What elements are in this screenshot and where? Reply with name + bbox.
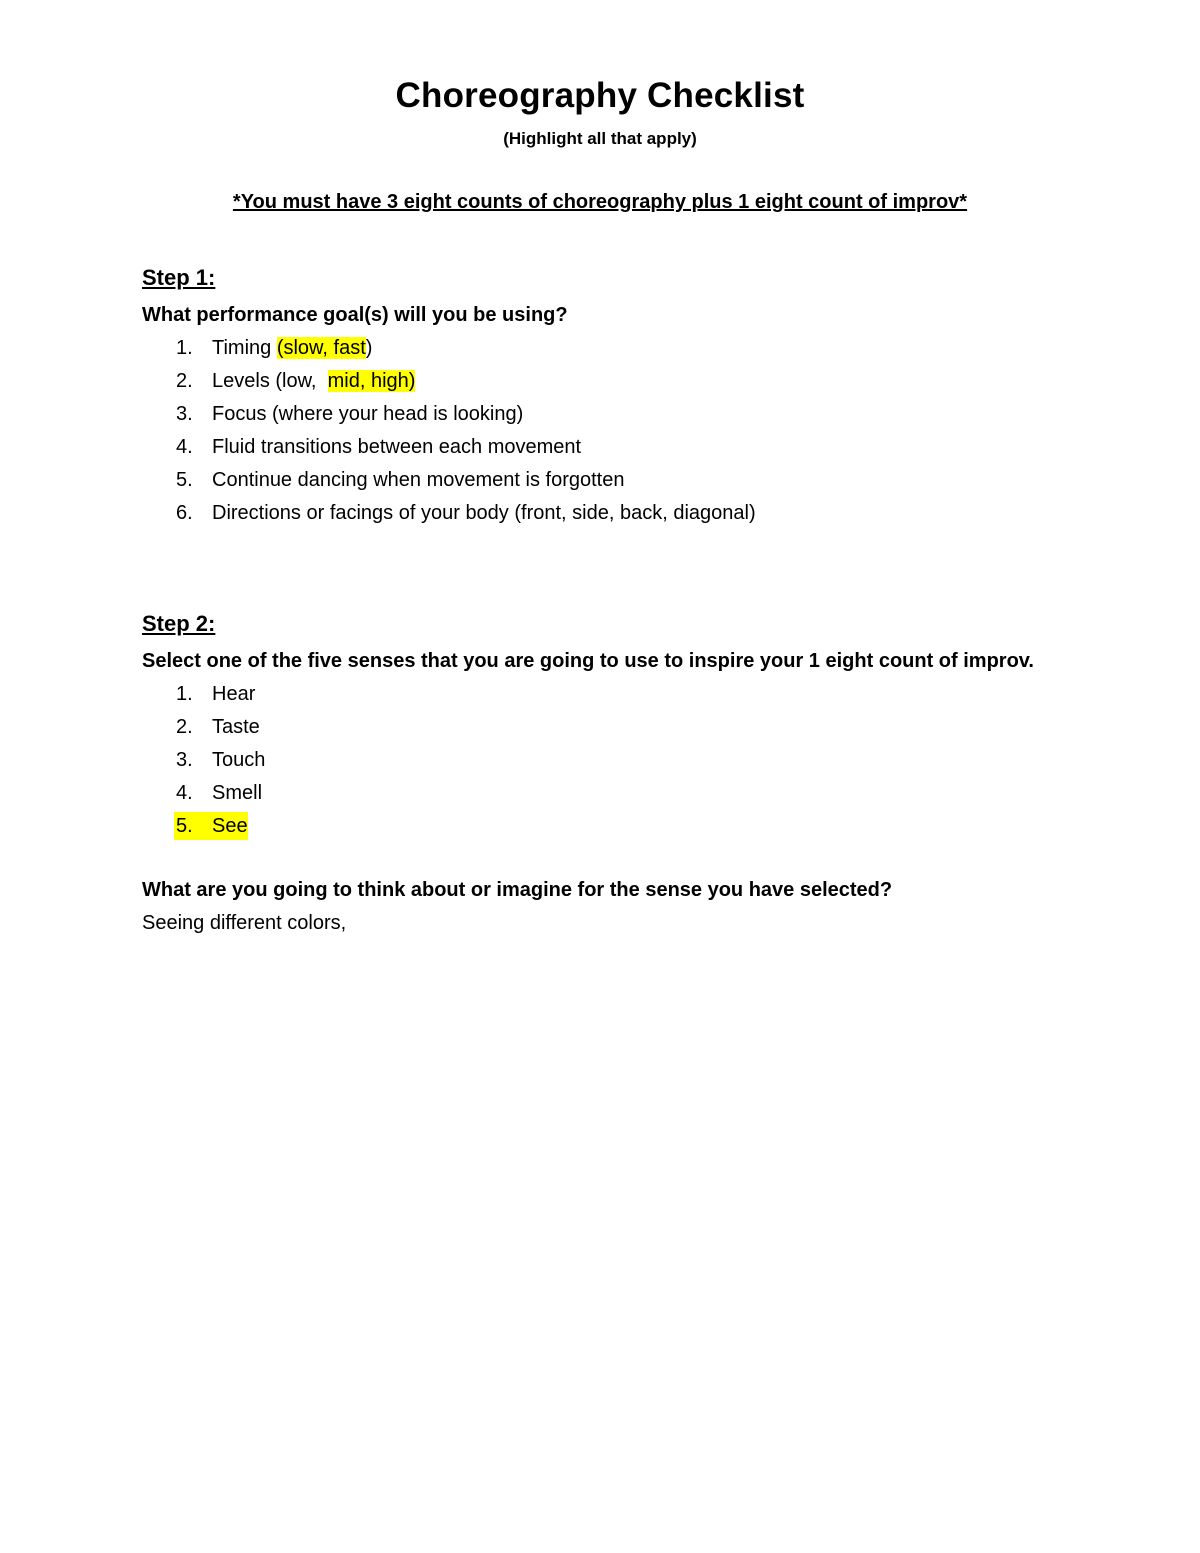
list-number: 3. <box>176 403 193 425</box>
list-text: Hear <box>212 683 256 705</box>
list-text: Touch <box>212 749 266 771</box>
list-number: 1. <box>176 337 193 359</box>
list-text: Focus (where your head is looking) <box>212 403 524 425</box>
list-number: 2. <box>176 716 193 738</box>
list-text: Smell <box>212 782 263 804</box>
list-number: 6. <box>176 502 193 524</box>
list-text: Timing (slow, fast) <box>212 337 373 359</box>
requirement-note: *You must have 3 eight counts of choreography plus 1 eight count of improv* <box>232 191 968 213</box>
highlighted-text: mid, high) <box>327 370 416 392</box>
list-number: 5. <box>176 815 193 837</box>
list-number: 3. <box>176 749 193 771</box>
step-1-heading: Step 1: <box>142 265 216 290</box>
list-number: 5. <box>176 469 193 491</box>
page-subtitle: (Highlight all that apply) <box>503 129 697 148</box>
list-number: 1. <box>176 683 193 705</box>
list-number: 4. <box>176 436 193 458</box>
list-text: Levels (low, mid, high) <box>212 370 416 392</box>
page-title: Choreography Checklist <box>395 76 805 115</box>
list-text: Taste <box>212 716 260 738</box>
list-text: Directions or facings of your body (front, side, back, diagonal) <box>212 502 756 524</box>
followup-question: What are you going to think about or imagine for the sense you have selected? <box>142 879 893 901</box>
list-text: Fluid transitions between each movement <box>212 436 582 458</box>
list-number: 4. <box>176 782 193 804</box>
list-text: Continue dancing when movement is forgotten <box>212 469 625 491</box>
followup-answer: Seeing different colors, <box>142 912 347 934</box>
list-number: 2. <box>176 370 193 392</box>
highlighted-text: (slow, fast <box>276 337 366 359</box>
list-text: See <box>212 815 248 837</box>
step-1-question: What performance goal(s) will you be using? <box>142 304 568 326</box>
step-2-heading: Step 2: <box>142 611 216 636</box>
step-2-question: Select one of the five senses that you are going to use to inspire your 1 eight count of improv. <box>142 650 1034 672</box>
